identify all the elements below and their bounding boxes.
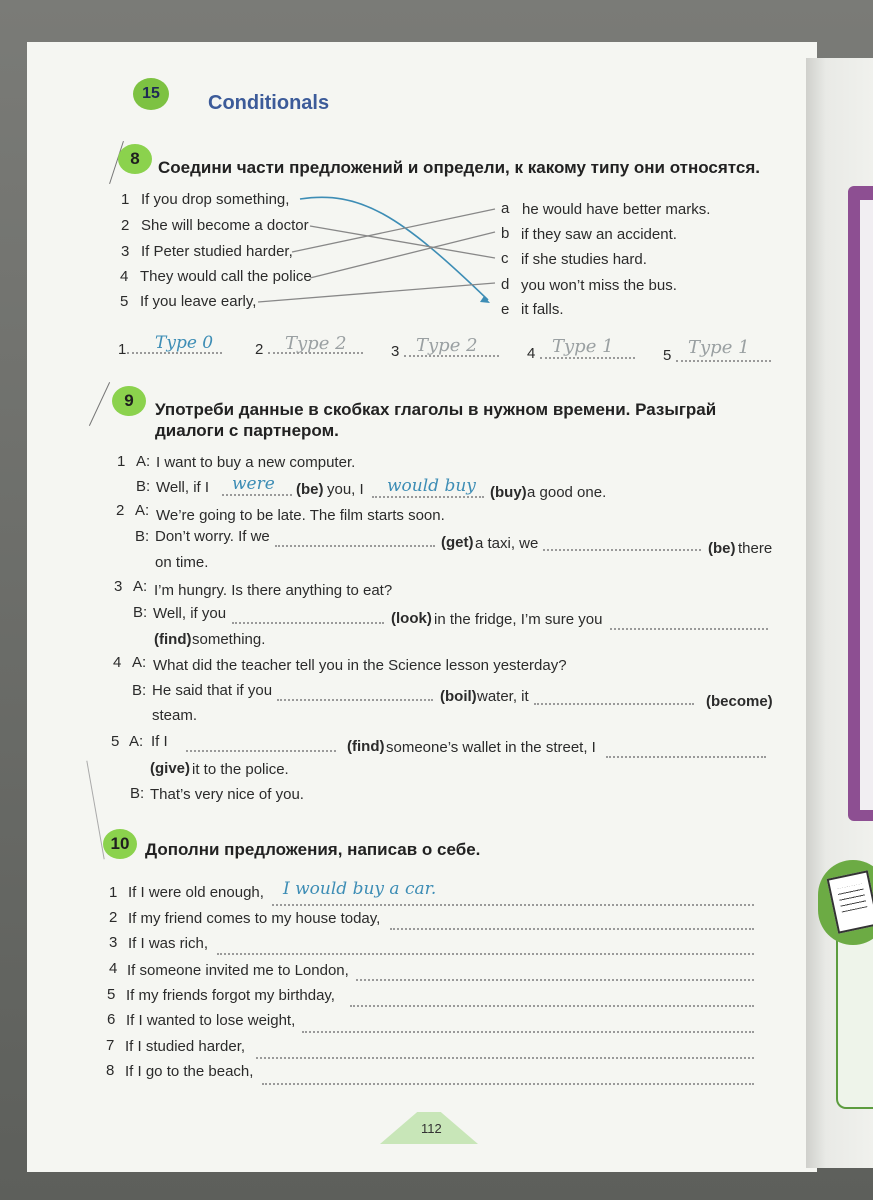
dialogue-number: 1 (117, 453, 126, 470)
answer-line (356, 979, 754, 981)
dialogue-text: Well, if you (153, 605, 227, 622)
answer-dots (268, 352, 363, 354)
ex10-handwritten-answer: I would buy a car. (283, 879, 437, 899)
ex8-left-number: 4 (120, 268, 129, 285)
dialogue-text: it to the police. (192, 761, 289, 778)
dialogue-text: you, I (327, 481, 364, 498)
match-line-5d (258, 283, 495, 302)
ex8-right-letter: d (501, 276, 510, 293)
ex10-item-number: 5 (107, 986, 116, 1003)
dialogue-text: a taxi, we (475, 535, 539, 552)
exercise-8-instruction: Соедини части предложений и определи, к какому типу они относятся. (158, 158, 760, 177)
speaker-a: A: (135, 502, 150, 519)
answer-line (262, 1083, 754, 1085)
verb-prompt: (become) (706, 693, 773, 710)
verb-prompt: (be) (708, 540, 736, 557)
verb-prompt: (look) (391, 610, 432, 627)
speaker-b: B: (133, 604, 148, 621)
ex10-item-number: 4 (109, 960, 118, 977)
answer-dots (606, 756, 766, 758)
speaker-a: A: (136, 453, 151, 470)
verb-prompt: (get) (441, 534, 474, 551)
verb-prompt: (be) (296, 481, 324, 498)
ex8-left-number: 1 (121, 191, 130, 208)
ex8-left-number: 3 (121, 243, 130, 260)
dialogue-text: Don’t worry. If we (155, 528, 270, 545)
unit-title: Conditionals (208, 92, 330, 114)
dialogue-text: steam. (152, 707, 198, 724)
dialogue-text: Well, if I (156, 479, 210, 496)
ex8-right-item: if they saw an accident. (521, 226, 677, 243)
answer-dots (540, 357, 635, 359)
ex8-right-item: you won’t miss the bus. (521, 277, 677, 294)
dialogue-line: We’re going to be late. The film starts soon. (156, 507, 445, 524)
speaker-b: B: (130, 785, 145, 802)
speaker-b: B: (136, 478, 151, 495)
ex10-item-number: 3 (109, 934, 118, 951)
match-line-1e (300, 197, 488, 300)
page-number: 112 (421, 1121, 442, 1136)
exercise-10-badge: 10 (103, 829, 137, 859)
ex8-answer-number: 5 (663, 347, 672, 364)
ex10-item-text: If I studied harder, (125, 1038, 246, 1055)
ex8-answer-number: 2 (255, 341, 264, 358)
speaker-a: A: (133, 578, 148, 595)
dialogue-number: 4 (113, 654, 122, 671)
answer-dots (222, 494, 292, 496)
unit-number-badge: 15 (133, 78, 169, 110)
dialogue-line: I want to buy a new computer. (156, 454, 356, 471)
speaker-b: B: (135, 528, 150, 545)
answer-dots (543, 549, 701, 551)
ex8-right-letter: c (501, 250, 509, 267)
ex10-item-number: 2 (109, 909, 118, 926)
exercise-9-instruction-line2: диалоги с партнером. (155, 421, 339, 440)
ex8-left-item: If you leave early, (140, 293, 257, 310)
ex8-answer-number: 4 (527, 345, 536, 362)
answer-dots (610, 628, 768, 630)
answer-dots (277, 699, 433, 701)
dialogue-text: water, it (477, 688, 529, 705)
answer-dots (127, 352, 222, 354)
ex10-item-text: If my friends forgot my birthday, (126, 987, 335, 1004)
ex8-left-item: If Peter studied harder, (141, 243, 293, 260)
ex8-answer-handwritten: Type 2 (416, 335, 478, 356)
dialogue-text: a good one. (527, 484, 607, 501)
speaker-b: B: (132, 682, 147, 699)
ex8-answer-handwritten: Type 0 (155, 333, 214, 353)
ex10-item-text: If someone invited me to London, (127, 962, 349, 979)
ex8-answer-number: 3 (391, 343, 400, 360)
ex10-item-number: 6 (107, 1011, 116, 1028)
handwritten-answer: were (232, 474, 275, 494)
dialogue-text: He said that if you (152, 682, 273, 699)
ex10-item-text: If I were old enough, (128, 884, 264, 901)
ex8-left-item: They would call the police (140, 268, 312, 285)
ex8-answer-handwritten: Type 1 (688, 337, 750, 358)
exercise-9-instruction-line1: Употреби данные в скобках глаголы в нужном времени. Разыграй (155, 400, 717, 419)
answer-line (350, 1005, 754, 1007)
answer-line (272, 904, 754, 906)
answer-line (217, 953, 754, 955)
ex10-item-number: 1 (109, 884, 118, 901)
ex8-right-item: it falls. (521, 301, 564, 318)
answer-line (256, 1057, 754, 1059)
answer-dots (232, 622, 384, 624)
ex8-right-item: if she studies hard. (521, 251, 647, 268)
dialogue-line: What did the teacher tell you in the Science lesson yesterday? (153, 657, 567, 674)
dialogue-text: If I (151, 733, 168, 750)
exercise-10-instruction: Дополни предложения, написав о себе. (145, 840, 481, 859)
exercise-8-badge: 8 (118, 144, 152, 174)
ex10-item-text: If my friend comes to my house today, (128, 910, 381, 927)
ex8-right-letter: b (501, 225, 510, 242)
ex10-item-text: If I was rich, (128, 935, 209, 952)
ex8-right-letter: a (501, 200, 510, 217)
answer-dots (186, 750, 336, 752)
match-line-4b (310, 232, 495, 278)
dialogue-text: on time. (155, 554, 209, 571)
ex8-left-item: She will become a doctor (141, 217, 309, 234)
answer-dots (676, 360, 771, 362)
answer-dots (275, 545, 435, 547)
ex8-answer-handwritten: Type 1 (552, 336, 614, 357)
answer-dots (534, 703, 694, 705)
verb-prompt: (boil) (440, 688, 477, 705)
answer-dots (404, 355, 499, 357)
match-line-3a (292, 209, 495, 252)
ex8-left-number: 2 (121, 217, 130, 234)
answer-dots (372, 496, 484, 498)
dialogue-number: 5 (111, 733, 120, 750)
answer-line (390, 928, 754, 930)
dialogue-number: 3 (114, 578, 123, 595)
ex8-answer-number: 1 (118, 341, 127, 358)
verb-prompt: (give) (150, 760, 191, 777)
dialogue-text: there (738, 540, 773, 557)
handwritten-answer: would buy (387, 476, 476, 496)
dialogue-text: someone’s wallet in the street, I (386, 739, 596, 756)
verb-prompt: (find) (347, 738, 385, 755)
speaker-a: A: (129, 733, 144, 750)
dialogue-number: 2 (116, 502, 125, 519)
ex8-left-number: 5 (120, 293, 129, 310)
verb-prompt: (find) (154, 631, 192, 648)
ex8-answer-handwritten: Type 2 (285, 333, 347, 354)
dialogue-text: in the fridge, I’m sure you (434, 611, 603, 628)
ex10-item-number: 8 (106, 1062, 115, 1079)
ex10-item-number: 7 (106, 1037, 115, 1054)
ex8-right-letter: e (501, 301, 510, 318)
ex10-item-text: If I wanted to lose weight, (126, 1012, 296, 1029)
speaker-a: A: (132, 654, 147, 671)
ex8-right-item: he would have better marks. (522, 201, 711, 218)
verb-prompt: (buy) (490, 484, 527, 501)
exercise-9-badge: 9 (112, 386, 146, 416)
ex10-item-text: If I go to the beach, (125, 1063, 254, 1080)
dialogue-text: something. (192, 631, 266, 648)
answer-line (302, 1031, 754, 1033)
dialogue-line: I’m hungry. Is there anything to eat? (154, 582, 393, 599)
dialogue-line: That’s very nice of you. (150, 786, 304, 803)
ex8-left-item: If you drop something, (141, 191, 290, 208)
